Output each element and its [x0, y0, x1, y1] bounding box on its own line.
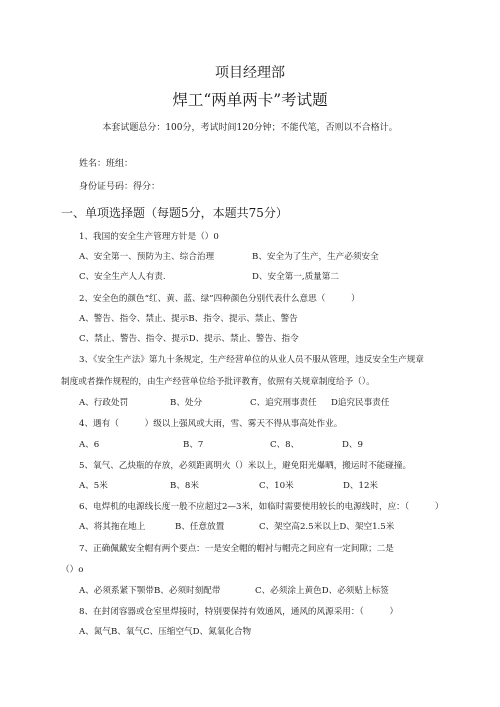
question-4-stem: 4、遇有（ ）级以上强风或大雨，雪、雾天不得从事高处作业。 — [79, 419, 343, 429]
question-4-option-d: D、9 — [342, 440, 363, 450]
exam-title: 焊工“两单两卡”考试题 — [172, 91, 328, 109]
question-1-option-a: A、安全第一、预防为主、综合治理 — [79, 252, 215, 262]
question-5-option-b: B、8米 — [170, 481, 199, 491]
id-score-line: 身份证号码：得分： — [79, 182, 161, 192]
name-team-line: 姓名：班组： — [79, 159, 134, 169]
question-4-option-b: B、7 — [183, 440, 204, 450]
question-3-option-d: D追究民事责任 — [331, 398, 390, 408]
question-6-option-a: A、将其拖在地上 — [79, 522, 146, 532]
question-6-option-b: B、任意放置 — [175, 522, 225, 532]
question-2-stem: 2、安全色的颜色“红、黄、蓝、绿”四种颜色分别代表什么意思（ ） — [79, 294, 360, 304]
question-2-option-line-1: A、警告、指令、禁止、提示B、指令、提示、禁止、警告 — [79, 314, 298, 324]
question-2-option-line-2: C、禁止、警告、指令、提示D、提示、禁止、警告、指令 — [79, 334, 299, 344]
question-8-options: A、氮气B、氧气C、压缩空气D、氮氧化合物 — [79, 627, 252, 637]
question-8-stem: 8、在封闭容器或仓室里焊接时，特别要保持有效通风，通风的风源采用：（ ） — [79, 607, 399, 617]
question-7-stem: 7、正确佩戴安全帽有两个要点：一是安全帽的帽衬与帽壳之间应有一定间隙；二是 — [79, 544, 394, 554]
question-4-option-a: A、6 — [79, 440, 100, 450]
exam-note: 本套试题总分：100分，考试时间120分钟；不能代笔，否则以不合格计。 — [102, 123, 398, 133]
question-3-option-b: B、处分 — [170, 398, 203, 408]
question-5-stem: 5、氧气、乙炔瓶的存放，必须距离明火（）米以上，避免阳光爆晒，搬运时不能碰撞。 — [79, 461, 412, 471]
question-1-option-b: B、安全为了生产，生产必须安全 — [252, 252, 379, 262]
question-6-stem: 6、电焊机的电源线长度一般不应超过2—3米，如临时需要使用较长的电源线时，应：（ ） — [79, 502, 444, 512]
question-1-option-d: D、安全第一,质量第二 — [252, 272, 339, 282]
question-5-option-c: C、10米 — [259, 481, 294, 491]
question-7-stem-continued: （）o — [61, 565, 84, 575]
question-1-stem: 1、我国的安全生产管理方针是（）0 — [79, 232, 219, 242]
question-3-stem: 3、《安全生产法》第九十条规定，生产经营单位的从业人员不服从管理，违反安全生产规章 — [79, 355, 424, 365]
question-4-option-c: C、8、 — [270, 440, 300, 450]
question-1-option-c: C、安全生产人人有责. — [79, 272, 166, 282]
question-5-option-d: D、12米 — [343, 481, 379, 491]
question-7-option-line-2: C、必须涂上黄色D、必须贴上标签 — [255, 586, 389, 596]
question-3-stem-continued: 制度或者操作规程的，由生产经营单位给予批评教育，依照有关规章制度给予（）。 — [61, 377, 375, 387]
question-5-option-a: A、5米 — [79, 481, 108, 491]
department-heading: 项目经理部 — [215, 65, 285, 81]
question-6-option-c: C、架空高2.5米以上D、架空1.5米 — [259, 522, 395, 532]
question-7-option-line-1: A、必须系紧下颚带B、必须时刻配带 — [79, 586, 221, 596]
section-title: 一、单项选择题（每题5分，本题共75分） — [61, 206, 288, 220]
question-3-option-a: A、行政处罚 — [79, 398, 129, 408]
question-3-option-c: C、追究刑事责任 — [250, 398, 317, 408]
